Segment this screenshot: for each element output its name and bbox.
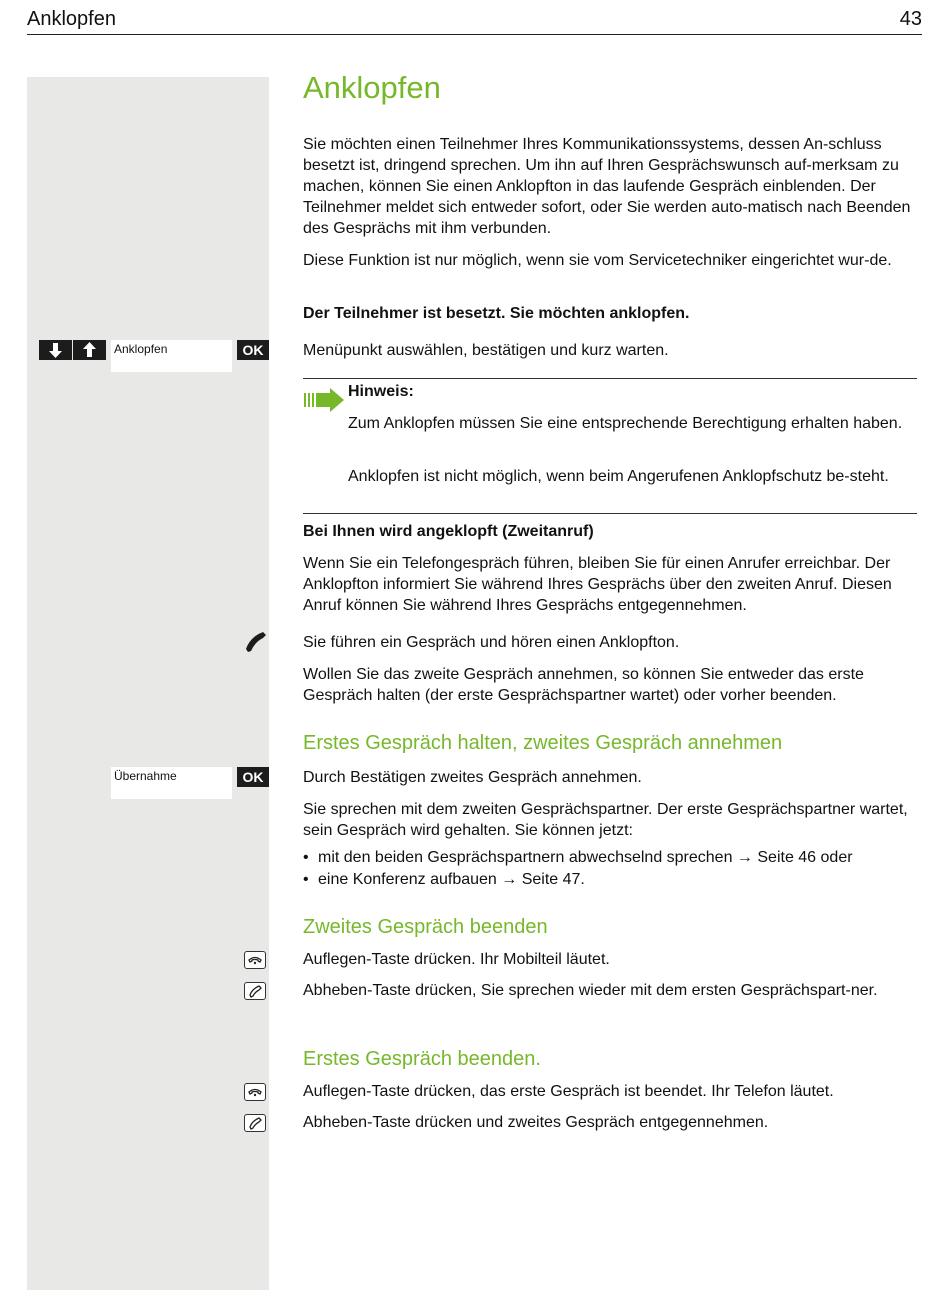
running-header-title: Anklopfen (27, 8, 116, 30)
sidebar-panel (27, 77, 269, 1290)
note-text: Anklopfen ist nicht möglich, wenn beim Angerufenen Anklopfschutz be-steht. (348, 468, 889, 485)
list-item-text: eine Konferenz aufbauen → Seite 47. (318, 871, 585, 888)
section-heading-hold: Erstes Gespräch halten, zweites Gespräch annehmen (303, 732, 783, 754)
step-pickup: Abheben-Taste drücken, Sie sprechen wieder mit dem ersten Gesprächspart-ner. (303, 982, 878, 999)
intro-paragraph: Sie möchten einen Teilnehmer Ihres Kommunikationssystems, dessen An-schluss besetzt ist, dringend sprechen. Um ihn auf Ihren Gesprächswunsch auf-merksam zu machen, können Sie einen Anklopfton in das laufende Gespräch einblenden. Der Teilnehmer meldet sich entweder sofort, oder Sie werden auto-matisch nach Beenden des Gesprächs mit ihm verbunden. (303, 136, 911, 237)
bullet-dot: • (303, 849, 309, 866)
step-hangup: Auflegen-Taste drücken. Ihr Mobilteil läutet. (303, 951, 610, 968)
display-anklopfen: Anklopfen (111, 340, 232, 372)
step-pickup: Abheben-Taste drücken und zweites Gespräch entgegennehmen. (303, 1114, 769, 1131)
choice-paragraph: Wollen Sie das zweite Gespräch annehmen, so können Sie entweder das erste Gespräch halten (der erste Gesprächspartner wartet) oder vorher beenden. (303, 666, 864, 704)
arrow-down-key-icon (39, 340, 72, 360)
list-item-text: mit den beiden Gesprächspartnern abwechselnd sprechen → Seite 46 oder (318, 849, 853, 866)
hang-up-key-icon (244, 1083, 266, 1101)
page-title: Anklopfen (303, 70, 441, 105)
step-select: Menüpunkt auswählen, bestätigen und kurz warten. (303, 342, 669, 359)
pick-up-key-icon (244, 1114, 266, 1132)
hold-paragraph: Sie sprechen mit dem zweiten Gesprächspartner. Der erste Gesprächspartner wartet, sein Gespräch wird gehalten. Sie können jetzt: (303, 801, 908, 839)
header-rule (27, 34, 922, 35)
intro-paragraph: Diese Funktion ist nur möglich, wenn sie vom Servicetechniker eingerichtet wur-de. (303, 252, 892, 269)
handset-icon (244, 631, 268, 653)
step-call: Sie führen ein Gespräch und hören einen Anklopfton. (303, 634, 680, 651)
step-accept: Durch Bestätigen zweites Gespräch annehmen. (303, 769, 642, 786)
note-title: Hinweis: (348, 383, 414, 400)
knock-paragraph: Wenn Sie ein Telefongespräch führen, bleiben Sie für einen Anrufer erreichbar. Der Anklopfton informiert Sie während Ihres Gesprächs über den zweiten Anruf. Diesen Anruf können Sie während Ihres Gesprächs entgegennehmen. (303, 555, 892, 614)
bullet-dot: • (303, 871, 309, 888)
note-arrow-icon (303, 388, 345, 412)
section-heading-end-first: Erstes Gespräch beenden. (303, 1048, 541, 1070)
note-text: Zum Anklopfen müssen Sie eine entsprechende Berechtigung erhalten haben. (348, 415, 903, 432)
section-heading-end-second: Zweites Gespräch beenden (303, 916, 548, 938)
step-hangup: Auflegen-Taste drücken, das erste Gespräch ist beendet. Ihr Telefon läutet. (303, 1083, 834, 1100)
page-number: 43 (899, 8, 922, 30)
ok-key-1: OK (237, 340, 269, 360)
arrow-up-key-icon (73, 340, 106, 360)
subheading-knock: Bei Ihnen wird angeklopft (Zweitanruf) (303, 523, 594, 540)
subheading-busy: Der Teilnehmer ist besetzt. Sie möchten anklopfen. (303, 305, 690, 322)
display-uebernahme: Übernahme (111, 767, 232, 799)
pick-up-key-icon (244, 982, 266, 1000)
note-bottom-rule (303, 513, 917, 514)
ok-key-2: OK (237, 767, 269, 787)
note-top-rule (303, 378, 917, 379)
hang-up-key-icon (244, 951, 266, 969)
